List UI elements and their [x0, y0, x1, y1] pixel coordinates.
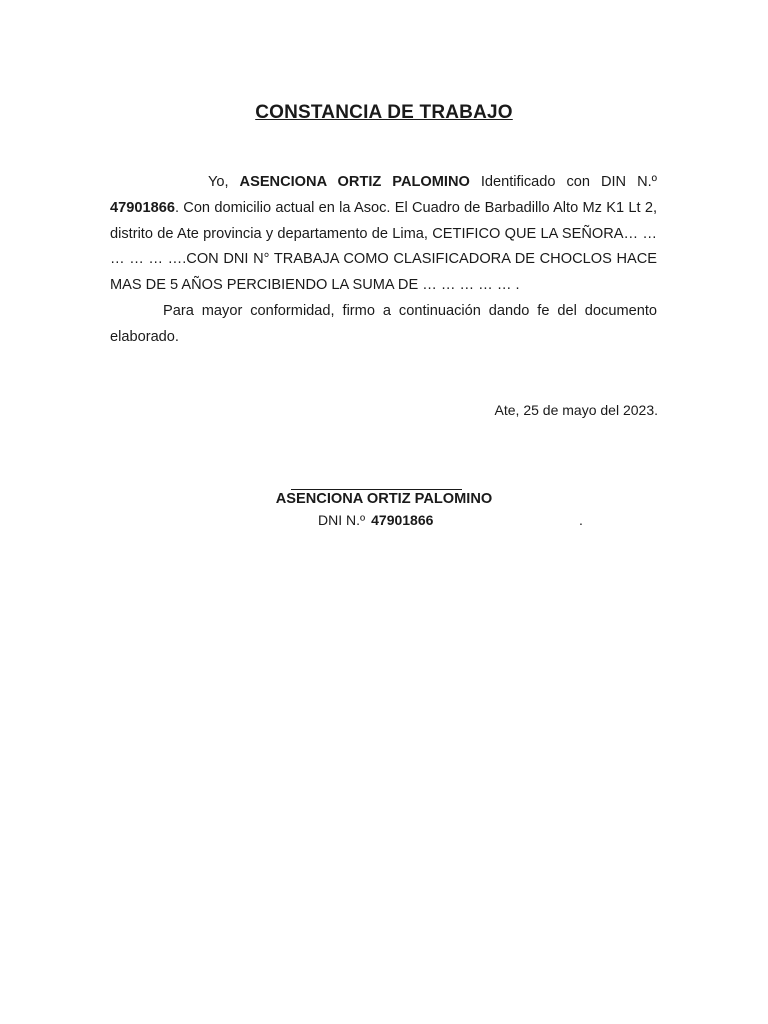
signature-dni-value: 47901866 [371, 512, 434, 528]
declaration-text: . Con domicilio actual en la Asoc. El Cuadro de Barbadillo Alto Mz K1 Lt 2, distrito de Ate provincia y departamento de Lima, CETIFICO QUE LA SEÑORA… … … … … ….CON DNI N° TRABAJA COMO CLASIFICADORA DE CHOCLOS HACE MAS DE 5 AÑOS PERCIBIENDO LA SUMA DE … … … … … . [110, 199, 657, 294]
document-date: Ate, 25 de mayo del 2023. [494, 402, 658, 418]
document-body [110, 170, 657, 351]
intro-text: Yo, [208, 174, 240, 190]
declarant-name: ASENCIONA ORTIZ PALOMINO [239, 174, 470, 190]
signature-dni-label: DNI N.º [318, 512, 366, 528]
id-text: Identificado con DIN N.º [469, 174, 657, 190]
paragraph-conformity: Para mayor conformidad, firmo a continuación dando fe del documento elaborado. [110, 302, 657, 345]
paragraph-declaration [110, 170, 657, 299]
declarant-dni: 47901866 [110, 199, 175, 216]
document-title: CONSTANCIA DE TRABAJO [255, 102, 513, 123]
signature-name: ASENCIONA ORTIZ PALOMINO [275, 491, 493, 507]
signature-trailing-dot: . [579, 512, 583, 528]
signature-dni [318, 510, 433, 530]
